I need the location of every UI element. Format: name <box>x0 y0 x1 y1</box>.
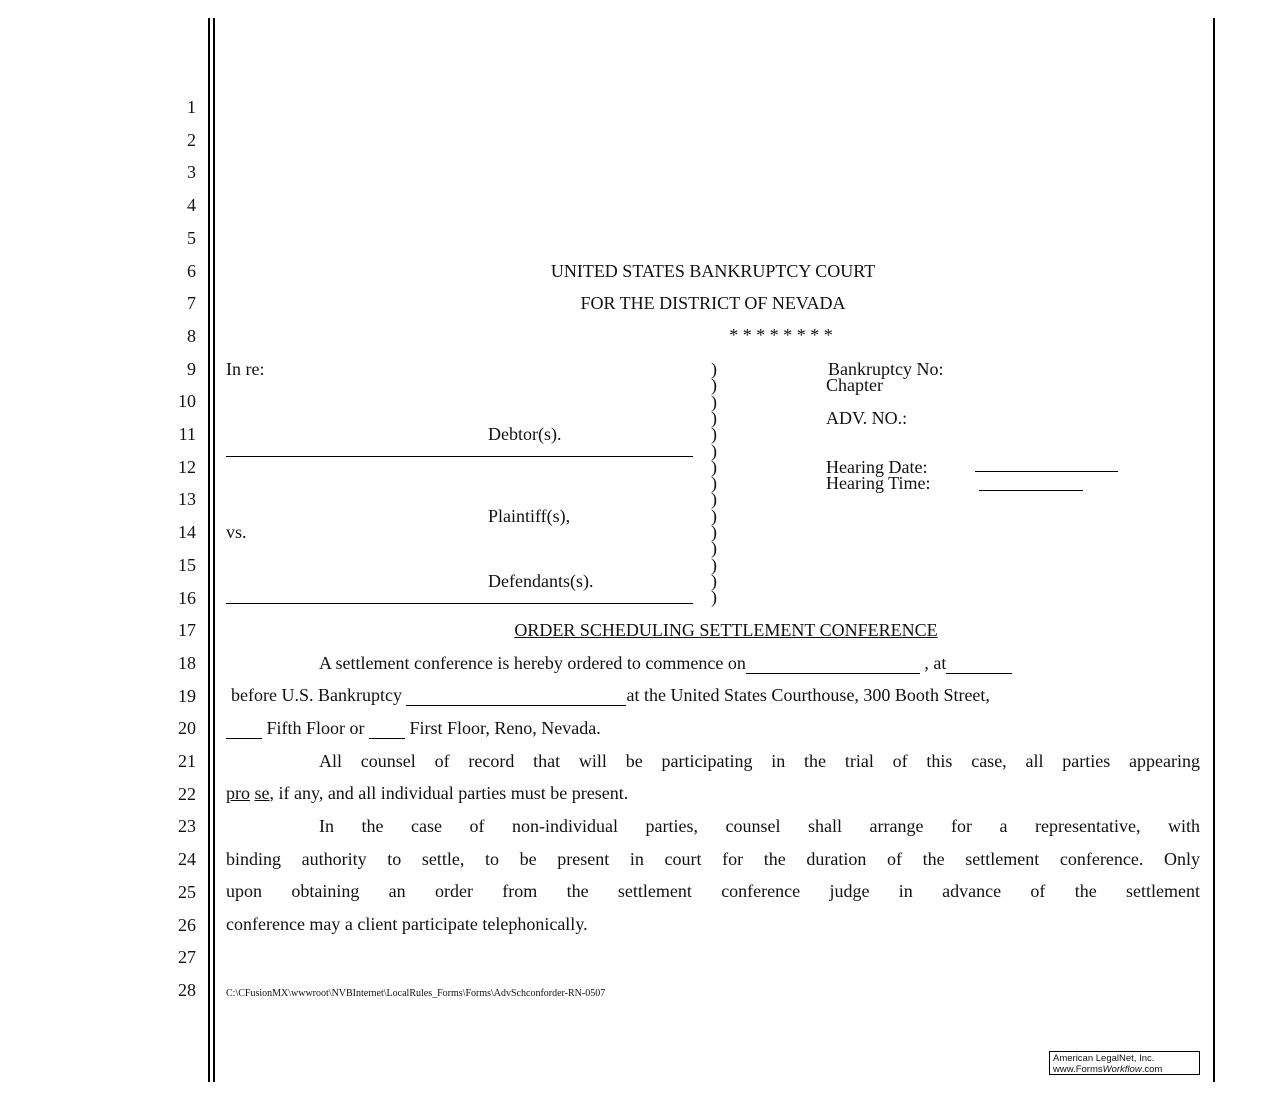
line-number: 28 <box>178 979 196 1000</box>
p1-text-f: First Floor, Reno, Nevada. <box>409 718 601 738</box>
p1-text-e: Fifth Floor or <box>266 718 365 738</box>
caption-paren: ) <box>711 570 717 591</box>
line-number: 14 <box>178 522 196 543</box>
line-number: 1 <box>187 97 196 117</box>
line-number: 19 <box>178 685 196 706</box>
caption-paren: ) <box>711 489 717 510</box>
right-margin-rule <box>1213 18 1215 1082</box>
line-number: 16 <box>178 587 196 608</box>
p1-line2 <box>231 685 990 706</box>
caption-paren: ) <box>711 440 717 461</box>
caption-paren: ) <box>711 424 717 445</box>
in-re-label: In re: <box>226 359 265 379</box>
p3-line3 <box>226 881 1200 901</box>
plaintiff-label: Plaintiff(s), <box>488 506 571 526</box>
stars-divider: * * * * * * * * <box>729 325 833 345</box>
hearing-date-field[interactable] <box>975 471 1118 472</box>
order-title-text: ORDER SCHEDULING SETTLEMENT CONFERENCE <box>514 620 938 640</box>
line-number: 22 <box>178 783 196 804</box>
p2-line2 <box>226 783 628 803</box>
p1-text-c: before U.S. Bankruptcy <box>231 685 402 705</box>
hearing-time-field[interactable] <box>979 490 1083 491</box>
judge-name-field[interactable] <box>406 685 626 706</box>
p2-se: se <box>254 783 270 803</box>
line-number: 25 <box>178 881 196 902</box>
line-number: 12 <box>178 456 196 477</box>
adv-no-label: ADV. NO.: <box>826 408 908 428</box>
vs-label: vs. <box>226 522 247 542</box>
caption-paren: ) <box>711 538 717 559</box>
caption-paren: ) <box>711 505 717 526</box>
caption-paren: ) <box>711 587 717 608</box>
line-number: 17 <box>178 620 196 641</box>
line-number: 27 <box>178 947 196 968</box>
p1-text-d: at the United States Courthouse, 300 Booth Street, <box>626 685 990 705</box>
line-number: 10 <box>178 391 196 412</box>
p3-text-d: conference may a client participate telephonically. <box>226 914 588 934</box>
line-number: 8 <box>187 325 196 346</box>
line-number: 11 <box>178 424 196 444</box>
line-number: 2 <box>187 129 196 150</box>
line-number: 26 <box>178 914 196 935</box>
line-number: 18 <box>178 652 196 673</box>
p3-line2 <box>226 849 1200 869</box>
left-margin-rule-outer <box>208 18 210 1082</box>
chapter-label: Chapter <box>826 375 883 395</box>
caption-paren: ) <box>711 359 717 379</box>
order-title <box>226 620 1226 640</box>
badge-url: www.FormsWorkflow.com <box>1053 1064 1163 1075</box>
p2-pro: pro <box>226 783 250 803</box>
line-number: 3 <box>187 162 196 183</box>
p3-line4 <box>226 914 588 934</box>
p1-text-b: , at <box>924 653 947 673</box>
line-number: 20 <box>178 718 196 739</box>
line-number: 7 <box>187 293 196 314</box>
line-number: 23 <box>178 816 196 837</box>
line-number: 4 <box>187 195 196 216</box>
line-number: 5 <box>187 227 196 248</box>
caption-paren: ) <box>711 375 717 396</box>
american-legalnet-badge[interactable] <box>1049 1051 1200 1075</box>
file-path: C:\CFusionMX\wwwroot\NVBInternet\LocalRules_Forms\Forms\AdvSchconforder-RN-0507 <box>226 988 606 999</box>
p3-line1 <box>319 816 1200 836</box>
p1-line1 <box>319 653 1012 674</box>
p2-line1 <box>319 751 1200 771</box>
p3-text-c: upon obtaining an order from the settlement conference judge in advance of the settlement <box>226 881 1200 901</box>
p2-text-a: All counsel of record that will be participating in the trial of this case, all parties appearing <box>319 751 1200 771</box>
p1-text-a: A settlement conference is hereby ordered to commence on <box>319 653 746 673</box>
caption-paren: ) <box>711 456 717 477</box>
first-floor-checkbox[interactable] <box>369 718 405 739</box>
defendants-underline <box>226 603 693 604</box>
district-name: FOR THE DISTRICT OF NEVADA <box>580 293 846 313</box>
fifth-floor-checkbox[interactable] <box>226 718 262 739</box>
line-number: 13 <box>178 489 196 510</box>
hearing-time-label: Hearing Time: <box>826 473 931 493</box>
bankruptcy-no-label: Bankruptcy No: <box>828 359 944 379</box>
p1-line3 <box>226 718 601 739</box>
defendants-label: Defendants(s). <box>488 571 594 591</box>
line-number: 9 <box>187 358 196 379</box>
line-number: 6 <box>187 260 196 281</box>
caption-paren: ) <box>711 407 717 428</box>
p3-text-b: binding authority to settle, to be present in court for the duration of the settlement conference. Only <box>226 849 1200 869</box>
line-number: 15 <box>178 554 196 575</box>
caption-paren: ) <box>711 473 717 494</box>
commence-date-field[interactable] <box>746 653 920 674</box>
badge-company: American LegalNet, Inc. <box>1053 1053 1155 1064</box>
p3-text-a: In the case of non-individual parties, counsel shall arrange for a representative, with <box>319 816 1200 836</box>
caption-paren: ) <box>711 554 717 575</box>
line-number: 21 <box>178 751 196 771</box>
hearing-date-label: Hearing Date: <box>826 457 928 477</box>
caption-paren: ) <box>711 522 717 542</box>
commence-time-field[interactable] <box>946 653 1012 674</box>
debtor-underline <box>226 456 693 457</box>
line-number: 24 <box>178 849 196 870</box>
court-name: UNITED STATES BANKRUPTCY COURT <box>550 261 876 281</box>
p2-text-b: , if any, and all individual parties must be present. <box>269 783 629 803</box>
debtor-label: Debtor(s). <box>488 424 562 444</box>
caption-paren: ) <box>711 391 717 412</box>
left-margin-rule-inner <box>213 18 215 1082</box>
